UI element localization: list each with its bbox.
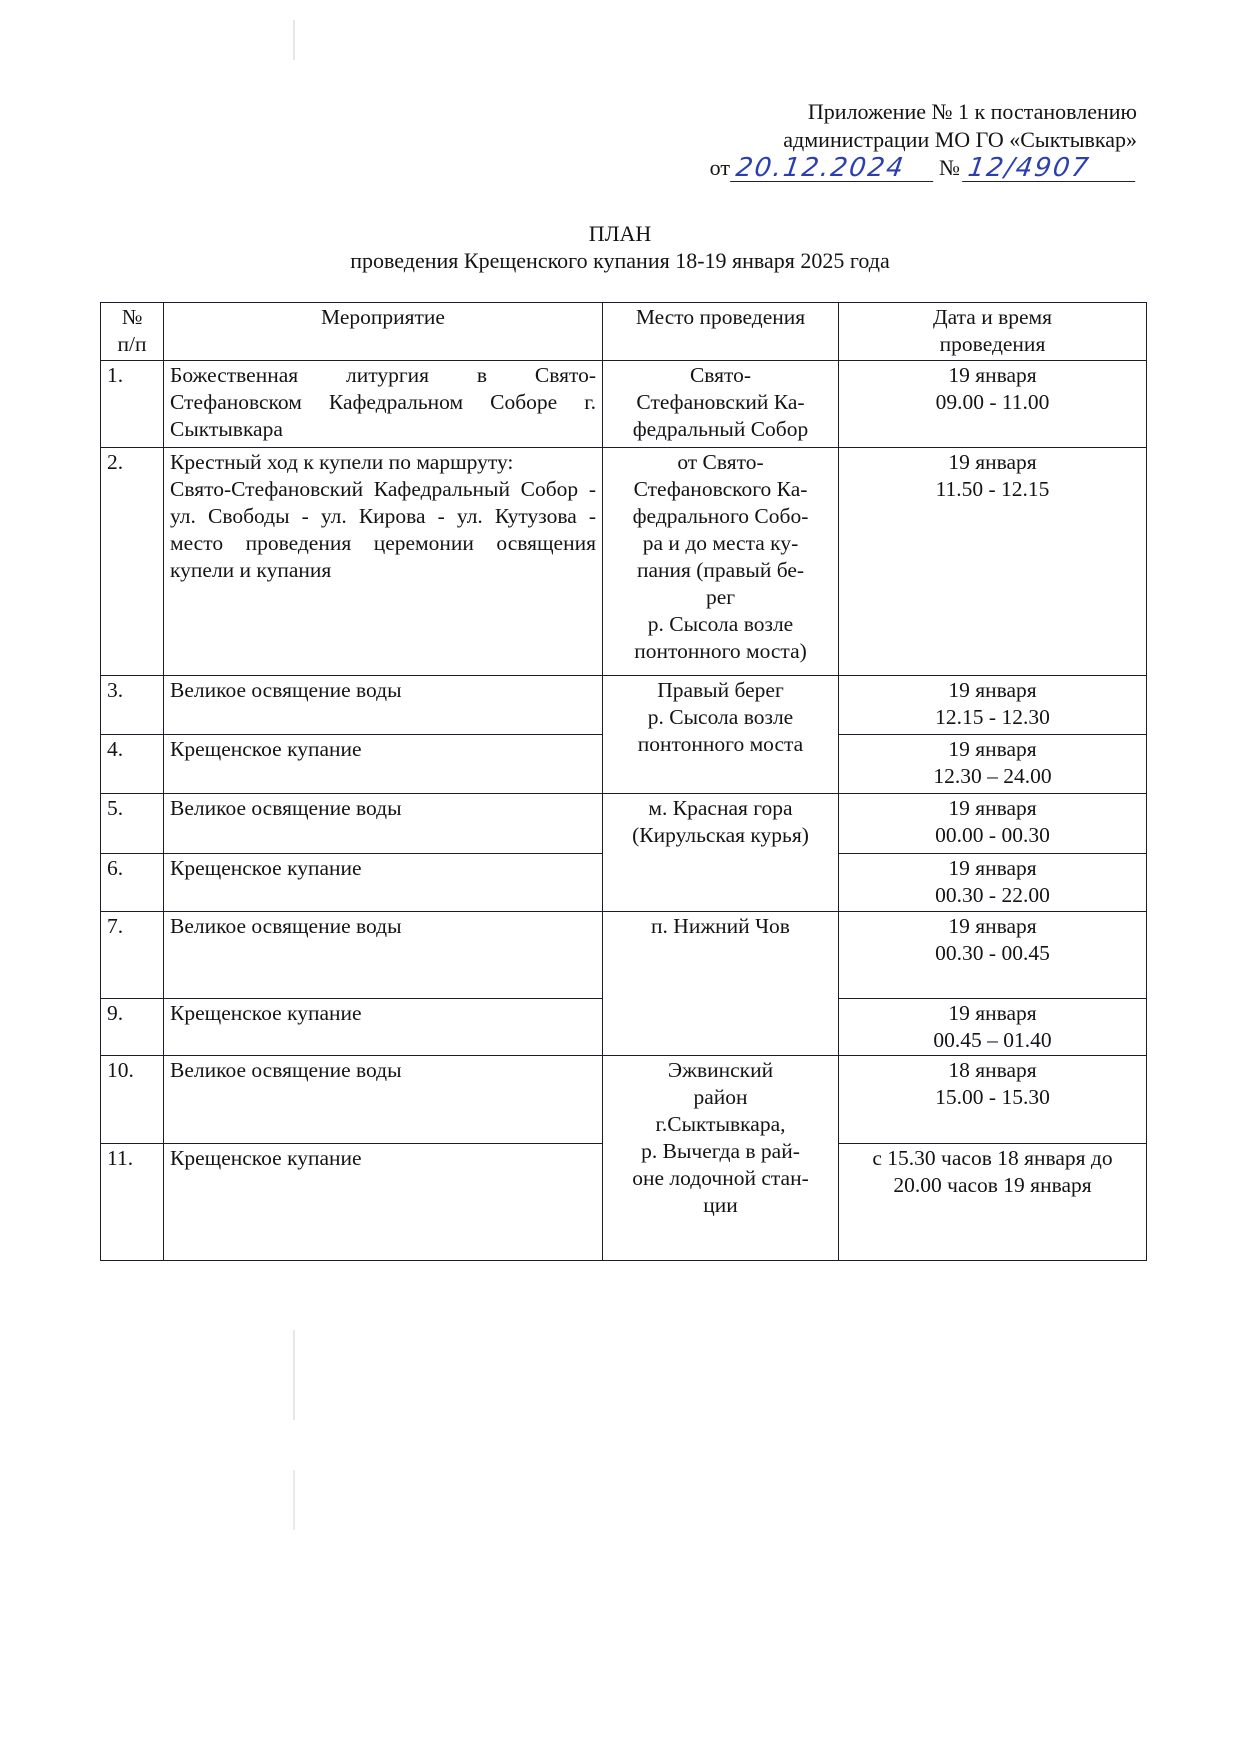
row-date: 19 января 00.45 – 01.40	[839, 999, 1147, 1056]
row-event: Крестный ход к купели по маршруту: Свято-Стефановский Кафедральный Собор - ул. Свободы - ул. Кирова - ул. Кутузова - место проведения церемонии освящения купели и купания	[164, 448, 603, 676]
row-date: 19 января 12.30 – 24.00	[839, 735, 1147, 794]
number-sign: №	[939, 155, 960, 180]
row-number: 9.	[101, 999, 164, 1056]
row-date: 18 января 15.00 - 15.30	[839, 1056, 1147, 1144]
appendix-line: Приложение № 1 к постановлению	[807, 99, 1137, 124]
from-label: от	[709, 155, 730, 180]
table-row	[101, 676, 1147, 735]
row-number: 4.	[101, 735, 164, 794]
header-event: Мероприятие	[164, 303, 603, 361]
header-date: Дата и время проведения	[839, 303, 1147, 361]
handwritten-number: 12/4907	[962, 155, 1139, 182]
scan-artifact	[293, 1470, 295, 1530]
row-number: 10.	[101, 1056, 164, 1144]
row-event: Крещенское купание	[164, 735, 603, 794]
header-number: № п/п	[101, 303, 164, 361]
row-event: Великое освящение воды	[164, 676, 603, 735]
title-subtitle: проведения Крещенского купания 18-19 января 2025 года	[350, 248, 890, 273]
row-place: м. Красная гора (Кирульская курья)	[603, 794, 839, 912]
table-row	[101, 1056, 1147, 1144]
row-number: 11.	[101, 1144, 164, 1261]
row-date: 19 января 00.00 - 00.30	[839, 794, 1147, 854]
row-date: с 15.30 часов 18 января до 20.00 часов 19 января	[839, 1144, 1147, 1261]
document-title	[0, 220, 1240, 274]
row-event: Крещенское купание	[164, 1144, 603, 1261]
row-event: Великое освящение воды	[164, 912, 603, 999]
row-number: 2.	[101, 448, 164, 676]
row-event: Крещенское купание	[164, 999, 603, 1056]
handwritten-date: 20.12.2024	[730, 155, 937, 182]
table-row	[101, 361, 1147, 448]
approval-header	[710, 98, 1137, 182]
table-header-row	[101, 303, 1147, 361]
row-date: 19 января 11.50 - 12.15	[839, 448, 1147, 676]
row-event: Великое освящение воды	[164, 794, 603, 854]
row-event: Крещенское купание	[164, 854, 603, 912]
row-number: 5.	[101, 794, 164, 854]
header-place: Место проведения	[603, 303, 839, 361]
scan-artifact	[293, 1330, 295, 1420]
row-place: Правый берег р. Сысола возле понтонного моста	[603, 676, 839, 794]
row-number: 3.	[101, 676, 164, 735]
table-row	[101, 912, 1147, 999]
row-date: 19 января 12.15 - 12.30	[839, 676, 1147, 735]
row-date: 19 января 00.30 - 22.00	[839, 854, 1147, 912]
administration-line: администрации МО ГО «Сыктывкар»	[783, 127, 1137, 152]
row-event: Божественная литургия в Свято-Стефановском Кафедральном Соборе г. Сыктывкара	[164, 361, 603, 448]
date-number-line	[710, 154, 1137, 182]
table-row	[101, 794, 1147, 854]
row-date: 19 января 09.00 - 11.00	[839, 361, 1147, 448]
row-place: п. Нижний Чов	[603, 912, 839, 1056]
row-place: от Свято- Стефановского Ка- федрального Собо- ра и до места ку- пания (правый бе- рег р. Сысола возле понтонного моста)	[603, 448, 839, 676]
row-event: Великое освящение воды	[164, 1056, 603, 1144]
plan-table	[100, 302, 1147, 1261]
row-number: 6.	[101, 854, 164, 912]
row-number: 7.	[101, 912, 164, 999]
scan-artifact	[293, 20, 295, 60]
table-row	[101, 448, 1147, 676]
row-date: 19 января 00.30 - 00.45	[839, 912, 1147, 999]
row-place: Эжвинский район г.Сыктывкара, р. Вычегда в рай- оне лодочной стан- ции	[603, 1056, 839, 1261]
title-main: ПЛАН	[588, 221, 652, 246]
row-number: 1.	[101, 361, 164, 448]
row-place: Свято- Стефановский Ка- федральный Собор	[603, 361, 839, 448]
